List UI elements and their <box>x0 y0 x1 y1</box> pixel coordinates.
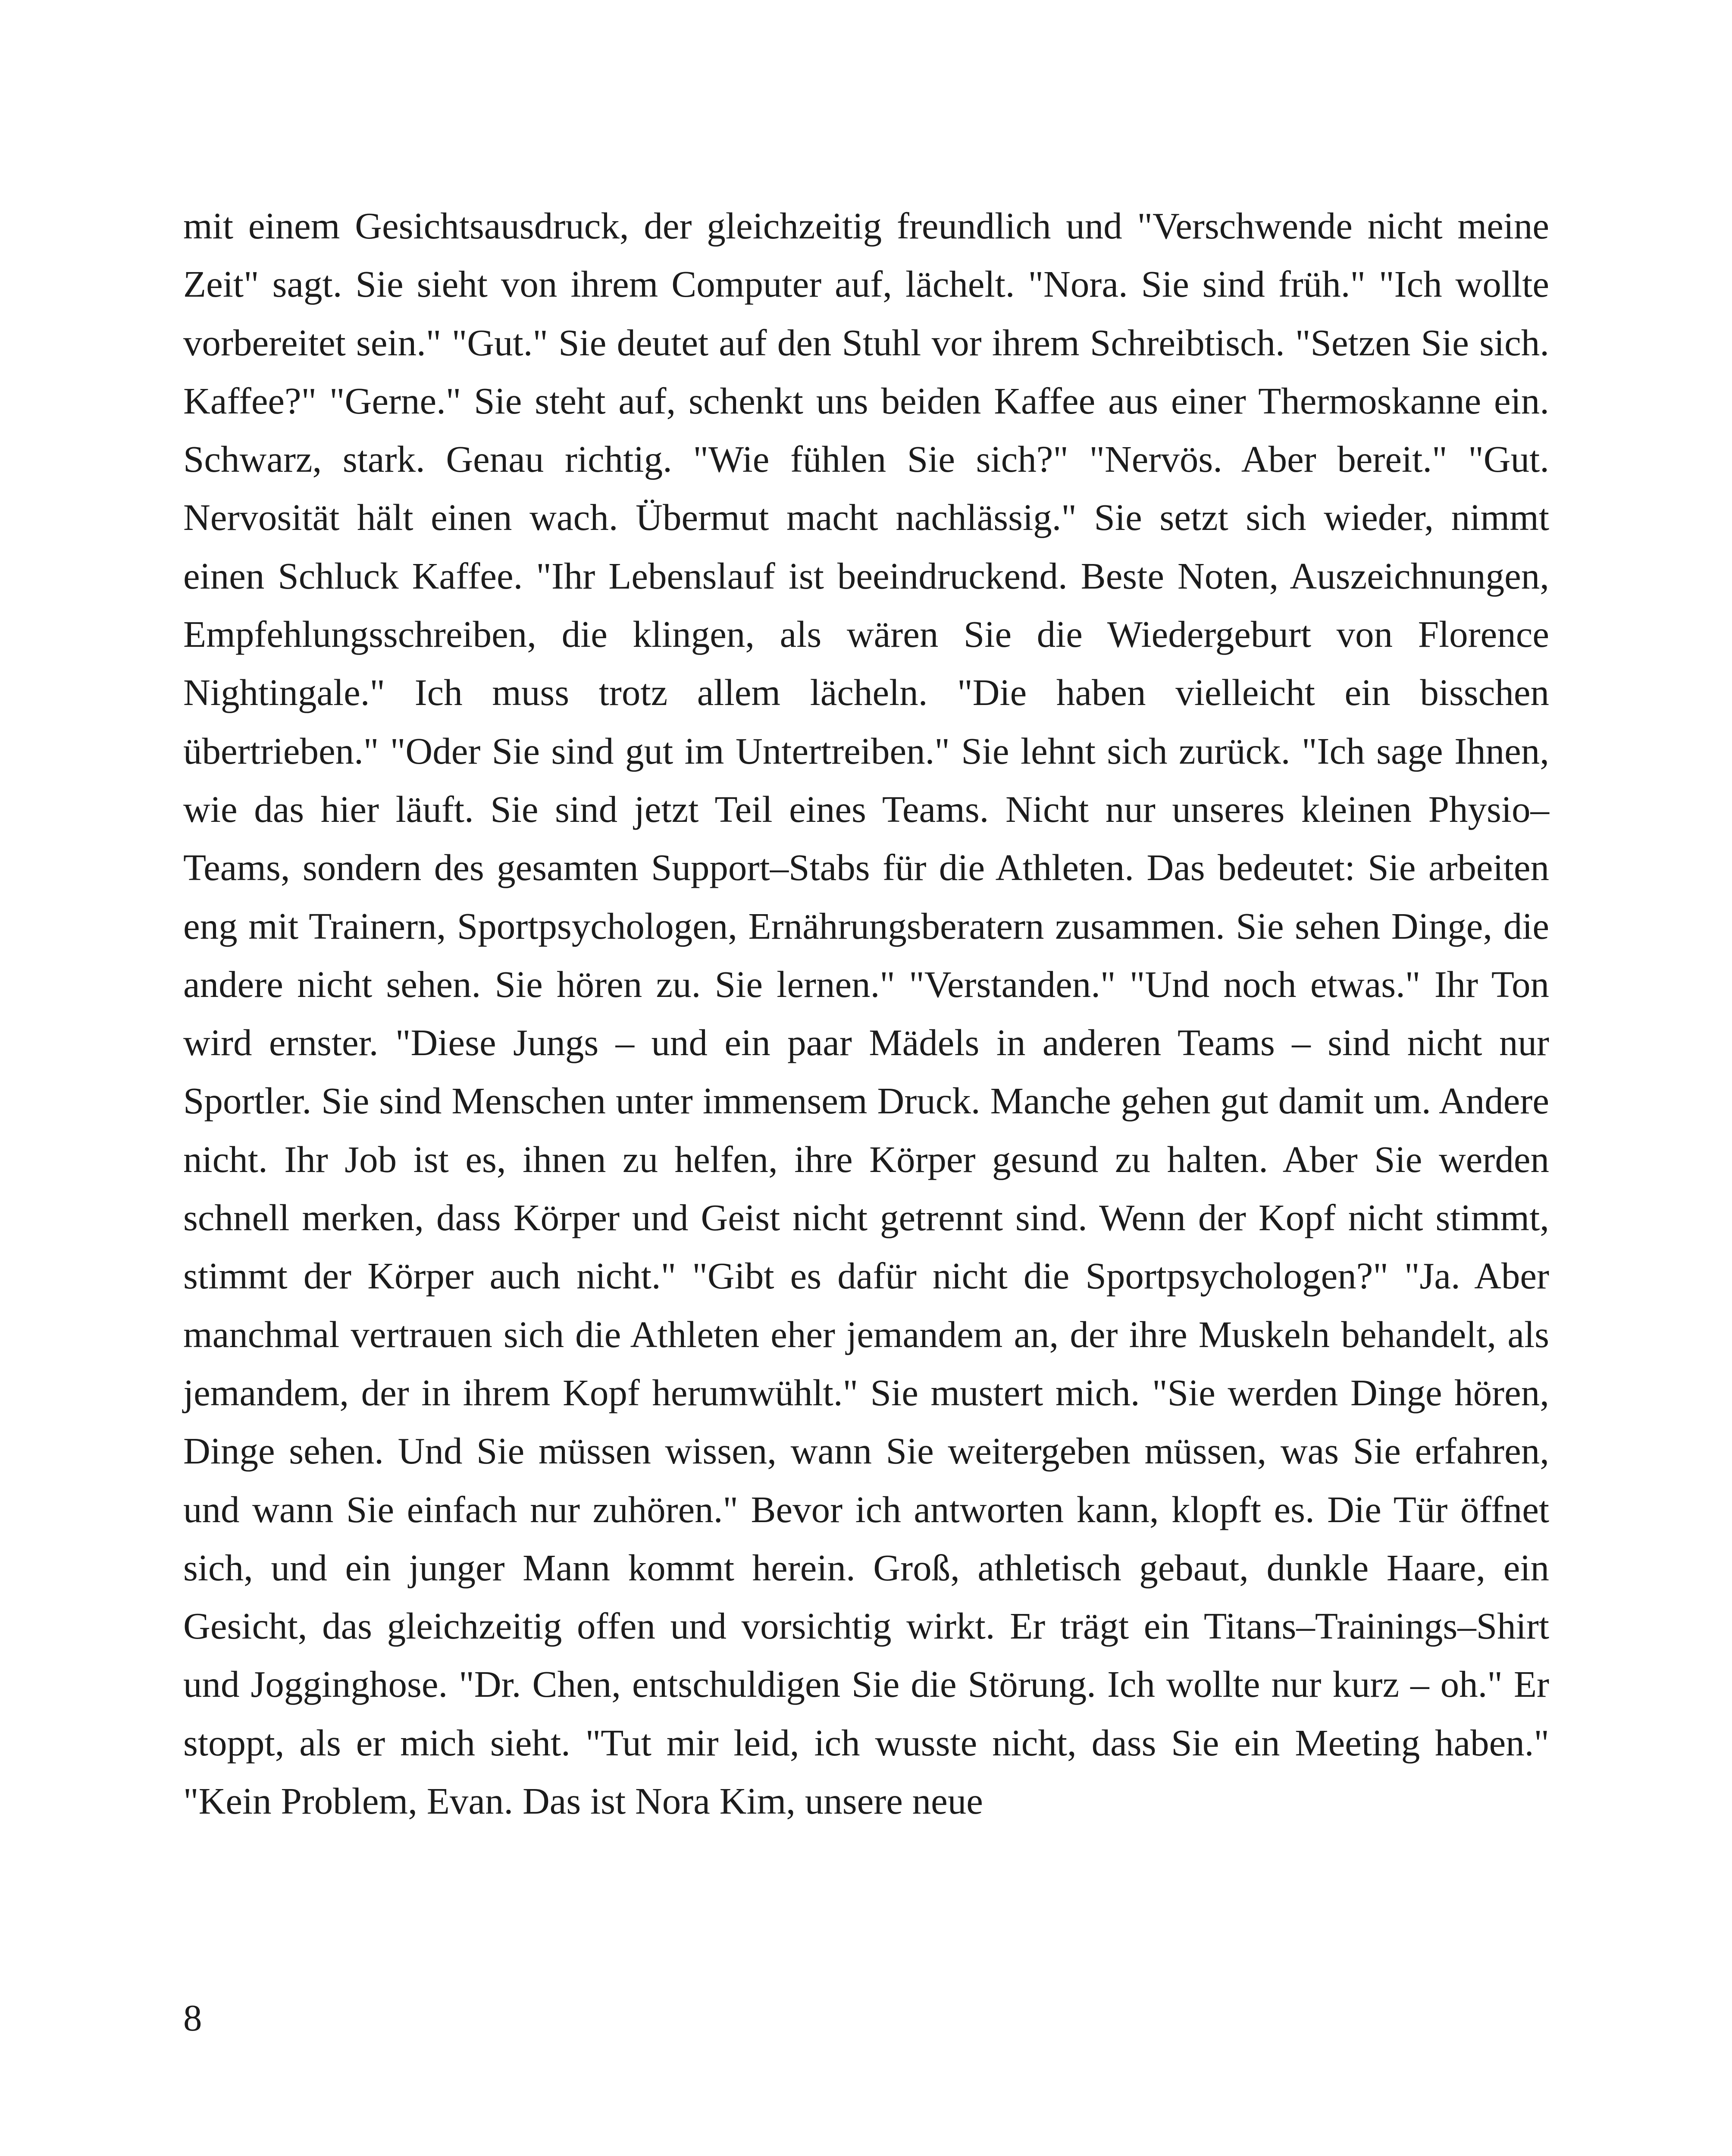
body-paragraph: mit einem Gesichtsausdruck, der gleichzeitig freundlich und "Verschwende nicht meine Zeit" sagt. Sie sieht von ihrem Computer auf, lächelt. "Nora. Sie sind früh." "Ich wollte vorbereitet sein." "Gut." Sie deutet auf den Stuhl vor ihrem Schreibtisch. "Setzen Sie sich. Kaffee?" "Gerne." Sie steht auf, schenkt uns beiden Kaffee aus einer Thermoskanne ein. Schwarz, stark. Genau richtig. "Wie fühlen Sie sich?" "Nervös. Aber bereit." "Gut. Nervosität hält einen wach. Übermut macht nachlässig." Sie setzt sich wieder, nimmt einen Schluck Kaffee. "Ihr Lebenslauf ist beeindruckend. Beste Noten, Auszeichnungen, Empfehlungsschreiben, die klingen, als wären Sie die Wiedergeburt von Florence Nightingale." Ich muss trotz allem lächeln. "Die haben vielleicht ein bisschen übertrieben." "Oder Sie sind gut im Untertreiben." Sie lehnt sich zurück. "Ich sage Ihnen, wie das hier läuft. Sie sind jetzt Teil eines Teams. Nicht nur unseres kleinen Physio–Teams, sondern des gesamten Support–Stabs für die Athleten. Das bedeutet: Sie arbeiten eng mit Trainern, Sportpsychologen, Ernährungsberatern zusammen. Sie sehen Dinge, die andere nicht sehen. Sie hören zu. Sie lernen." "Verstanden." "Und noch etwas." Ihr Ton wird ernster. "Diese Jungs – und ein paar Mädels in anderen Teams – sind nicht nur Sportler. Sie sind Menschen unter immensem Druck. Manche gehen gut damit um. Andere nicht. Ihr Job ist es, ihnen zu helfen, ihre Körper gesund zu halten. Aber Sie werden schnell merken, dass Körper und Geist nicht getrennt sind. Wenn der Kopf nicht stimmt, stimmt der Körper auch nicht." "Gibt es dafür nicht die Sportpsychologen?" "Ja. Aber manchmal vertrauen sich die Athleten eher jemandem an, der ihre Muskeln behandelt, als jemandem, der in ihrem Kopf herumwühlt." Sie mustert mich. "Sie werden Dinge hören, Dinge sehen. Und Sie müssen wissen, wann Sie weitergeben müssen, was Sie erfahren, und wann Sie einfach nur zuhören." Bevor ich antworten kann, klopft es. Die Tür öffnet sich, und ein junger Mann kommt herein. Groß, athletisch gebaut, dunkle Haare, ein Gesicht, das gleichzeitig offen und vorsichtig wirkt. Er trägt ein Titans–Trainings–Shirt und Jogginghose. "Dr. Chen, entschuldigen Sie die Störung. Ich wollte nur kurz – oh." Er stoppt, als er mich sieht. "Tut mir leid, ich wusste nicht, dass Sie ein Meeting haben." "Kein Problem, Evan. Das ist Nora Kim, unsere neue <box>183 205 1549 1822</box>
page-number: 8 <box>183 1997 202 2039</box>
